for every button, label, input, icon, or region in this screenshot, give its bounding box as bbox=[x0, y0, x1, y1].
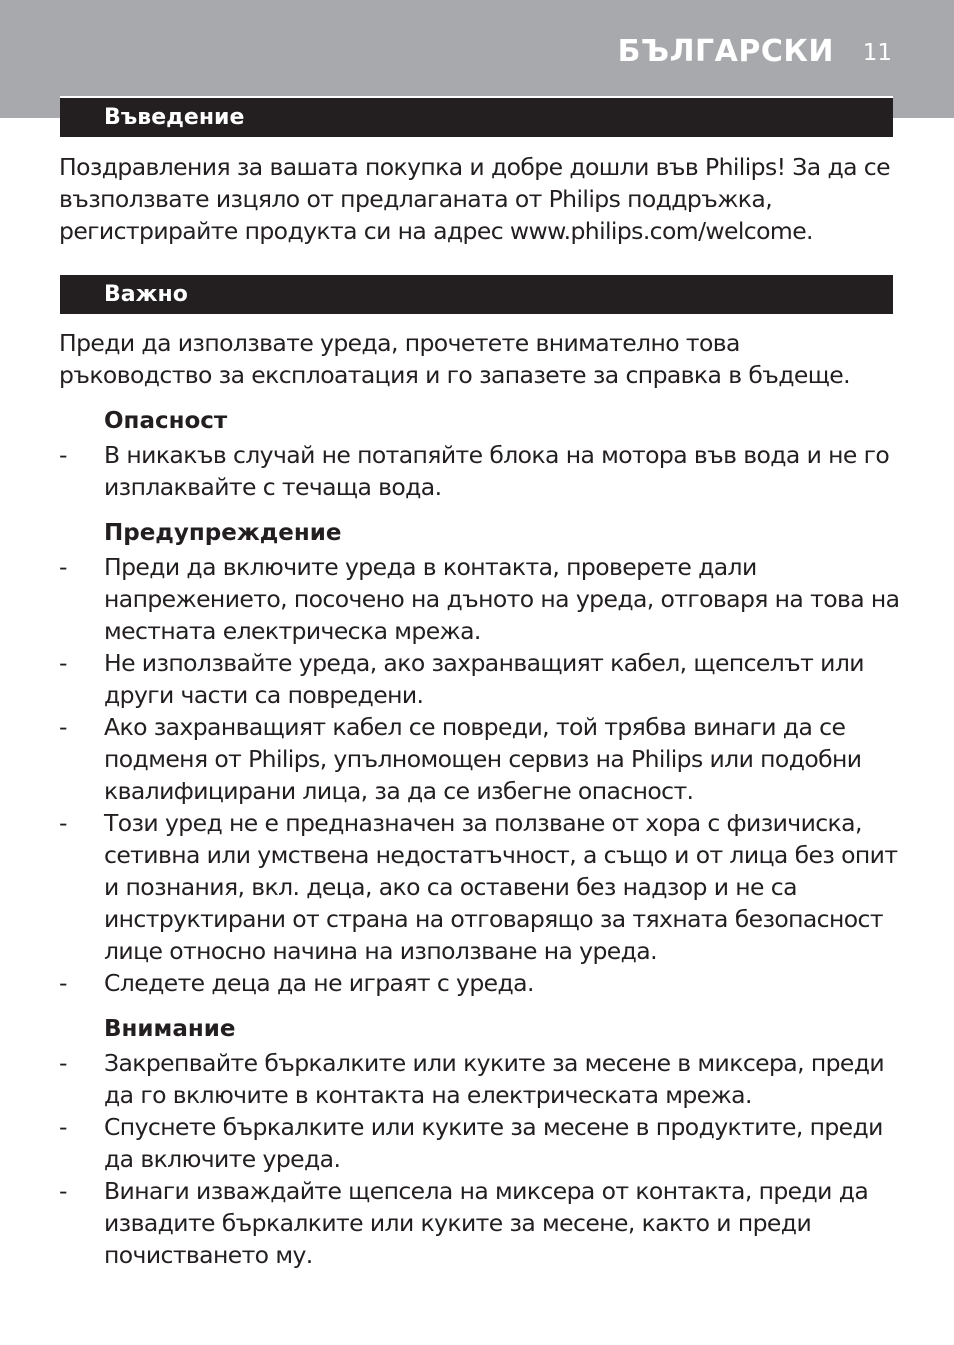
section-title-introduction: Въведение bbox=[104, 105, 245, 130]
bullet-dash: - bbox=[59, 649, 68, 677]
danger-heading: Опасност bbox=[104, 408, 228, 434]
bullet-dash: - bbox=[59, 1113, 68, 1141]
bullet-dash: - bbox=[59, 809, 68, 837]
bullet-dash: - bbox=[59, 969, 68, 997]
important-paragraph: Преди да използвате уреда, прочетете внимателно това ръководство за експлоатация и го запазете за справка в бъдеще. bbox=[59, 329, 850, 389]
caution-heading: Внимание bbox=[104, 1016, 236, 1042]
section-header-introduction bbox=[60, 96, 893, 137]
bullet-dash: - bbox=[59, 1177, 68, 1205]
bullet-dash: - bbox=[59, 713, 68, 741]
warning-item-text: Не използвайте уреда, ако захранващият кабел, щепселът или други части са повредени. bbox=[104, 649, 864, 709]
danger-item-text: В никакъв случай не потапяйте блока на мотора във вода и не го изплаквайте с течаща вода. bbox=[104, 441, 890, 501]
warning-item-text: Следете деца да не играят с уреда. bbox=[104, 969, 534, 997]
bullet-dash: - bbox=[59, 1049, 68, 1077]
warning-item-text: Преди да включите уреда в контакта, проверете дали напрежението, посочено на дъното на уреда, отговаря на това на местната електрическа мрежа. bbox=[104, 553, 900, 645]
caution-item-text: Закрепвайте бъркалките или куките за месене в миксера, преди да го включите в контакта на електрическата мрежа. bbox=[104, 1049, 885, 1109]
bullet-dash: - bbox=[59, 553, 68, 581]
bullet-dash: - bbox=[59, 441, 68, 469]
caution-item-text: Спуснете бъркалките или куките за месене в продуктите, преди да включите уреда. bbox=[104, 1113, 883, 1173]
warning-heading: Предупреждение bbox=[104, 520, 342, 546]
warning-item-text: Ако захранващият кабел се повреди, той трябва винаги да се подменя от Philips, упълномощен сервиз на Philips или подобни квалифицирани лица, за да се избегне опасност. bbox=[104, 713, 862, 805]
language-title: БЪЛГАРСКИ bbox=[617, 34, 834, 69]
intro-paragraph: Поздравления за вашата покупка и добре дошли във Philips! За да се възползвате изцяло от предлаганата от Philips поддръжка, регистрирайте продукта си на адрес www.philips.com/welcome. bbox=[59, 153, 890, 245]
page-number: 11 bbox=[862, 40, 892, 66]
caution-item-text: Винаги изваждайте щепсела на миксера от контакта, преди да извадите бъркалките или куките за месене, както и преди почистването му. bbox=[104, 1177, 869, 1269]
section-header-important bbox=[60, 273, 893, 314]
section-title-important: Важно bbox=[104, 282, 188, 307]
warning-item-text: Този уред не е предназначен за ползване от хора с физичиска, сетивна или умствена недостатъчност, а също и от лица без опит и познания, вкл. деца, ако са оставени без надзор и не са инструктирани от страна на отговарящо за тяхната безопасност лице относно начина на използване на уреда. bbox=[104, 809, 898, 965]
